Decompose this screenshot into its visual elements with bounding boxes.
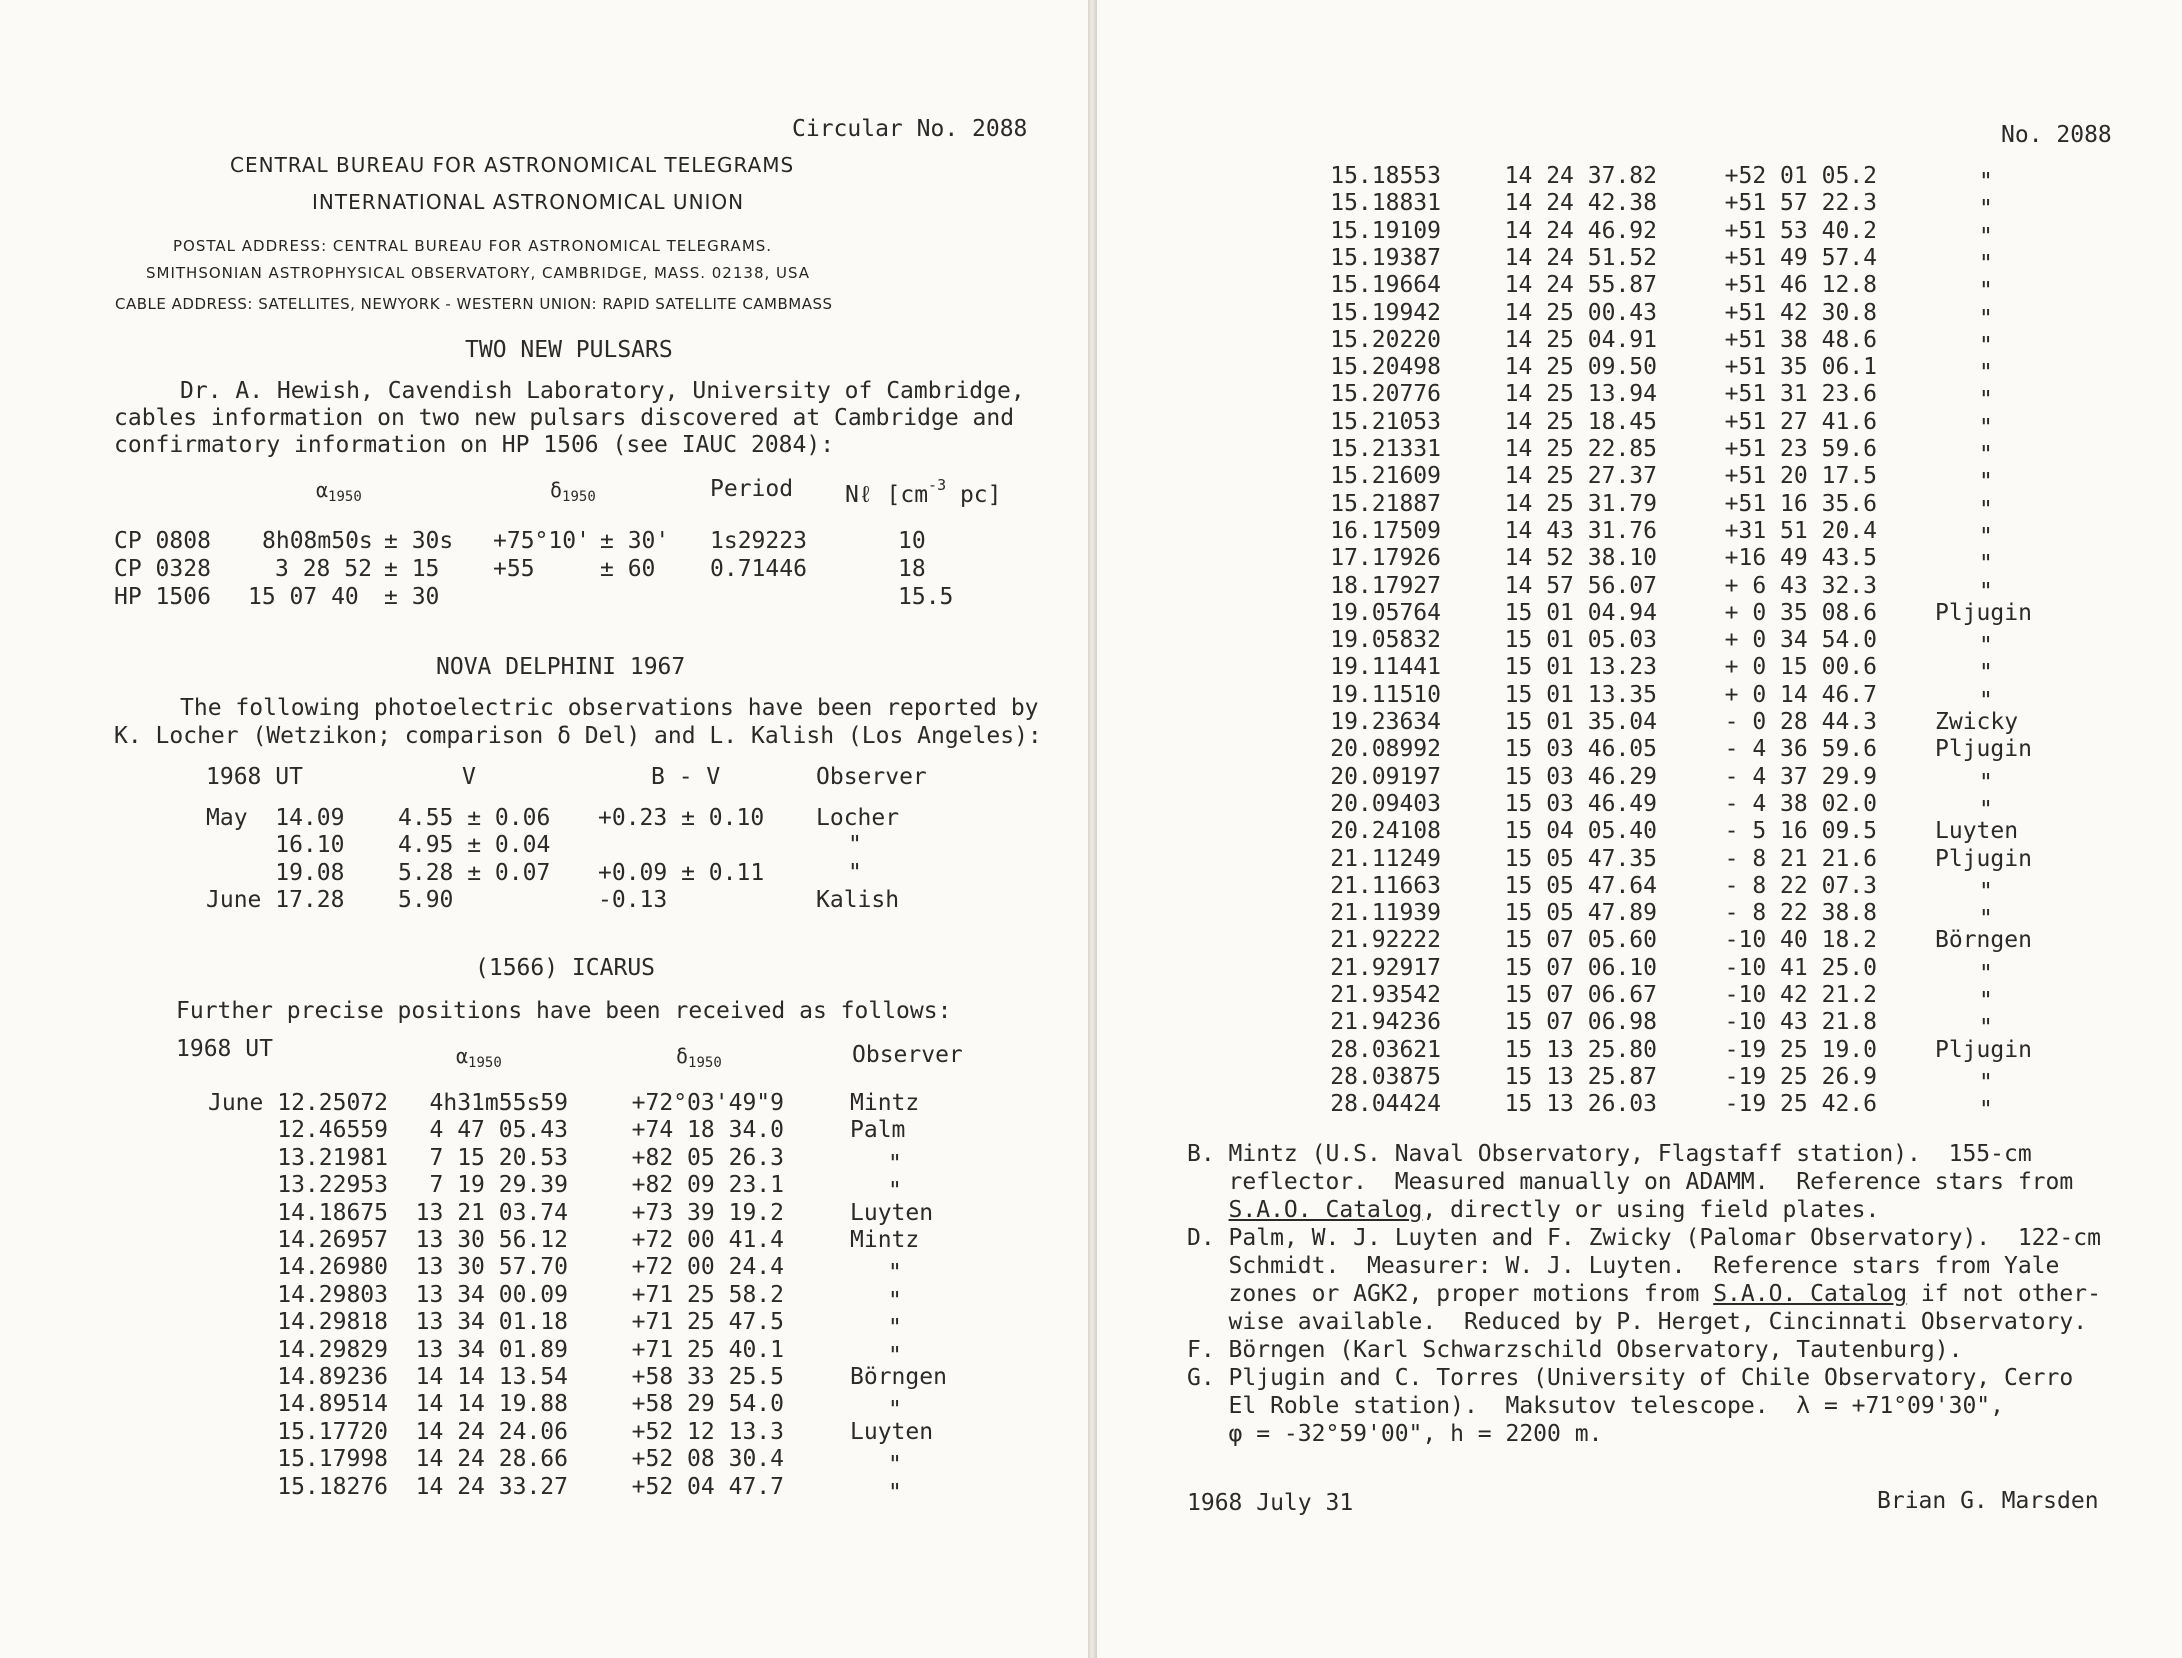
pulsar-ra: 8h08m50s <box>262 528 373 554</box>
icarus-dec: -19 25 26.9 <box>1724 1063 1877 1090</box>
icarus-observer: " <box>888 1260 902 1287</box>
icarus-date: 21.11663 <box>1330 872 1441 899</box>
icarus-date: 21.93542 <box>1330 982 1441 1008</box>
icarus-dec: - 4 38 02.0 <box>1724 790 1877 817</box>
icarus-dec: +16 49 43.5 <box>1724 545 1877 572</box>
icarus-dec: +52 04 47.7 <box>631 1473 784 1500</box>
note-f-line-1: F. Börngen (Karl Schwarzschild Observatory, Tautenburg). <box>1187 1337 1963 1363</box>
icarus-date: 28.03875 <box>1330 1063 1441 1090</box>
icarus-ra: 15 04 05.40 <box>1504 818 1657 845</box>
icarus-observer: " <box>1979 196 1993 223</box>
nova-bv: +0.23 ± 0.10 <box>598 805 765 831</box>
icarus-dec: +71 25 47.5 <box>631 1309 784 1336</box>
nova-v: 4.95 ± 0.04 <box>398 832 551 858</box>
icarus-observer: " <box>1979 1097 1993 1124</box>
nova-bv: +0.09 ± 0.11 <box>598 860 765 886</box>
icarus-dec: +58 33 25.5 <box>631 1364 784 1390</box>
icarus-ra: 15 01 05.03 <box>1504 627 1657 654</box>
icarus-dec: - 8 22 07.3 <box>1724 872 1877 899</box>
icarus-dec: +72°03'49"9 <box>631 1090 784 1116</box>
icarus-dec: +51 57 22.3 <box>1724 190 1877 217</box>
icarus-ra: 13 34 01.89 <box>415 1336 568 1363</box>
icarus-dec: +82 09 23.1 <box>631 1172 784 1199</box>
icarus-dec: +52 12 13.3 <box>631 1418 784 1445</box>
icarus-ra: 14 24 51.52 <box>1504 244 1657 271</box>
icarus-ra: 15 01 13.23 <box>1504 654 1657 681</box>
pulsar-delta-header: $\delta_{1950}$ <box>550 478 596 505</box>
icarus-observer: " <box>1979 250 1993 277</box>
icarus-date: 21.92222 <box>1330 927 1441 954</box>
icarus-observer: " <box>1979 223 1993 250</box>
icarus-ra: 13 34 00.09 <box>415 1281 568 1308</box>
icarus-dec: +51 53 40.2 <box>1724 217 1877 244</box>
icarus-date: 15.20776 <box>1330 381 1441 408</box>
nova-observer: " <box>848 860 862 886</box>
pulsar-dec-error: ± 60 <box>600 556 656 582</box>
icarus-observer: " <box>1979 1015 1993 1042</box>
icarus-date: 15.18553 <box>1330 163 1441 189</box>
pulsar-nl: 18 <box>898 556 926 582</box>
icarus-date: 14.29803 <box>277 1281 388 1308</box>
icarus-date: 28.03621 <box>1330 1036 1441 1063</box>
icarus-ra: 14 24 42.38 <box>1504 190 1657 217</box>
icarus-observer: " <box>1979 442 1993 468</box>
postal-address-line-2: SMITHSONIAN ASTROPHYSICAL OBSERVATORY, CAMBRIDGE, MASS. 02138, USA <box>146 264 811 282</box>
icarus-ra: 14 24 46.92 <box>1504 217 1657 244</box>
icarus-ut-header: 1968 UT <box>176 1036 273 1062</box>
icarus-ra: 15 05 47.35 <box>1504 845 1657 872</box>
icarus-observer: " <box>1979 878 1993 905</box>
icarus-dec: +52 08 30.4 <box>631 1446 784 1473</box>
icarus-ra: 13 30 57.70 <box>415 1254 568 1281</box>
icarus-dec: +31 51 20.4 <box>1724 517 1877 544</box>
icarus-ra: 13 30 56.12 <box>415 1227 568 1253</box>
icarus-date: 14.89514 <box>277 1391 388 1418</box>
pulsar-ra: 3 28 52 <box>275 556 372 582</box>
nova-date: May 14.09 <box>206 805 345 831</box>
icarus-dec: + 6 43 32.3 <box>1724 572 1877 599</box>
icarus-date: 14.26957 <box>277 1227 388 1253</box>
nova-title: NOVA DELPHINI 1967 <box>436 654 686 680</box>
icarus-ra: 14 24 33.27 <box>415 1473 568 1500</box>
icarus-dec: - 8 22 38.8 <box>1724 900 1877 927</box>
icarus-observer: " <box>1979 169 1993 195</box>
icarus-dec: +82 05 26.3 <box>631 1144 784 1171</box>
icarus-date: 19.23634 <box>1330 709 1441 735</box>
icarus-dec: +51 49 57.4 <box>1724 244 1877 271</box>
icarus-observer: Pljugin <box>1935 1036 2032 1063</box>
icarus-dec: +52 01 05.2 <box>1724 163 1877 189</box>
pulsar-dec: +55 <box>493 556 535 582</box>
icarus-ra: 14 25 22.85 <box>1504 436 1657 462</box>
icarus-date: 20.09197 <box>1330 763 1441 790</box>
icarus-ra: 15 07 05.60 <box>1504 927 1657 954</box>
icarus-date: 21.11939 <box>1330 900 1441 927</box>
nova-paragraph-line-1: The following photoelectric observations have been reported by <box>180 695 1039 721</box>
icarus-ra: 4h31m55s59 <box>429 1090 568 1116</box>
icarus-observer: " <box>1979 278 1993 305</box>
note-g-line-1: G. Pljugin and C. Torres (University of Chile Observatory, Cerro <box>1187 1365 2074 1391</box>
icarus-observer: " <box>888 1479 902 1506</box>
icarus-date: 15.18831 <box>1330 190 1441 217</box>
pulsar-dec-error: ± 30' <box>600 528 670 554</box>
nova-observer: " <box>848 832 862 858</box>
pulsar-name: CP 0808 <box>114 528 211 554</box>
icarus-observer: " <box>888 1397 902 1424</box>
nova-bv-header: B - V <box>651 764 721 790</box>
pulsar-name: HP 1506 <box>114 584 211 610</box>
icarus-ra: 14 14 19.88 <box>415 1391 568 1418</box>
note-b-line-1: B. Mintz (U.S. Naval Observatory, Flagstaff station). 155-cm <box>1187 1141 2032 1167</box>
icarus-observer: " <box>888 1287 902 1314</box>
icarus-ra: 13 34 01.18 <box>415 1309 568 1336</box>
icarus-observer: Luyten <box>1935 818 2019 845</box>
icarus-date: 19.05832 <box>1330 627 1441 654</box>
circular-date: 1968 July 31 <box>1187 1490 1354 1516</box>
icarus-observer: " <box>1979 988 1993 1014</box>
icarus-ra: 4 47 05.43 <box>429 1117 568 1144</box>
icarus-observer: Mintz <box>850 1227 920 1253</box>
icarus-observer: " <box>1979 796 1993 823</box>
nova-date: June 17.28 <box>206 887 345 913</box>
icarus-date: 15.19109 <box>1330 217 1441 244</box>
nova-v: 5.90 <box>398 887 454 913</box>
pulsars-paragraph-line-2: cables information on two new pulsars discovered at Cambridge and <box>114 405 1015 431</box>
icarus-date: 15.17998 <box>277 1446 388 1473</box>
note-d-line-3: zones or AGK2, proper motions from S.A.O. Catalog if not other- <box>1187 1281 2101 1307</box>
icarus-dec: +51 46 12.8 <box>1724 272 1877 299</box>
note-d-line-1: D. Palm, W. J. Luyten and F. Zwicky (Palomar Observatory). 122-cm <box>1187 1225 2101 1251</box>
pulsar-alpha-header: $\alpha_{1950}$ <box>316 478 362 505</box>
icarus-dec: -10 41 25.0 <box>1724 954 1877 981</box>
icarus-date: 14.26980 <box>277 1254 388 1281</box>
left-page <box>0 0 1089 1658</box>
icarus-observer: " <box>888 1452 902 1479</box>
pulsar-ra-error: ± 15 <box>384 556 440 582</box>
icarus-ra: 14 57 56.07 <box>1504 572 1657 599</box>
icarus-date: 14.29829 <box>277 1336 388 1363</box>
icarus-observer: Luyten <box>850 1418 934 1445</box>
icarus-date: 15.18276 <box>277 1473 388 1500</box>
icarus-observer: " <box>888 1178 902 1205</box>
icarus-dec: +51 42 30.8 <box>1724 299 1877 326</box>
icarus-date: 14.89236 <box>277 1364 388 1390</box>
icarus-dec: +51 31 23.6 <box>1724 381 1877 408</box>
note-g-line-2: El Roble station). Maksutov telescope. λ = +71°09'30", <box>1187 1393 2004 1419</box>
icarus-ra: 7 15 20.53 <box>429 1144 568 1171</box>
circular-number: Circular No. 2088 <box>792 116 1028 142</box>
icarus-date: 15.21053 <box>1330 408 1441 435</box>
icarus-ra: 14 43 31.76 <box>1504 517 1657 544</box>
icarus-dec: + 0 35 08.6 <box>1724 599 1877 626</box>
bureau-title: CENTRAL BUREAU FOR ASTRONOMICAL TELEGRAMS <box>230 153 795 177</box>
icarus-date: 21.94236 <box>1330 1009 1441 1036</box>
icarus-dec: +71 25 58.2 <box>631 1281 784 1308</box>
icarus-date: 21.92917 <box>1330 954 1441 981</box>
icarus-dec: +72 00 41.4 <box>631 1227 784 1253</box>
icarus-observer: " <box>1979 469 1993 496</box>
postal-address-line-1: POSTAL ADDRESS: CENTRAL BUREAU FOR ASTRONOMICAL TELEGRAMS. <box>173 237 773 255</box>
icarus-date: 19.05764 <box>1330 599 1441 626</box>
icarus-dec: +71 25 40.1 <box>631 1336 784 1363</box>
nova-v: 5.28 ± 0.07 <box>398 860 551 886</box>
icarus-observer: " <box>1979 387 1993 414</box>
icarus-observer: " <box>888 1150 902 1177</box>
pulsar-nl: 15.5 <box>898 584 954 610</box>
icarus-date: 16.17509 <box>1330 517 1441 544</box>
nova-bv: -0.13 <box>598 887 668 913</box>
icarus-date: 15.19664 <box>1330 272 1441 299</box>
icarus-ra: 14 25 31.79 <box>1504 490 1657 517</box>
icarus-date: 15.20220 <box>1330 326 1441 353</box>
icarus-ra: 14 52 38.10 <box>1504 545 1657 572</box>
icarus-observer: Pljugin <box>1935 599 2032 626</box>
icarus-observer: " <box>1979 687 1993 714</box>
icarus-date: 19.11441 <box>1330 654 1441 681</box>
icarus-ra: 15 07 06.10 <box>1504 954 1657 981</box>
icarus-alpha-header: $\alpha_{1950}$ <box>456 1044 502 1071</box>
nova-date: 16.10 <box>206 832 345 858</box>
union-title: INTERNATIONAL ASTRONOMICAL UNION <box>312 190 745 214</box>
icarus-observer: " <box>888 1342 902 1369</box>
signature: Brian G. Marsden <box>1877 1488 2099 1514</box>
icarus-title: (1566) ICARUS <box>475 955 656 981</box>
icarus-observer: " <box>1979 414 1993 441</box>
icarus-date: 15.17720 <box>277 1418 388 1445</box>
icarus-dec: +51 16 35.6 <box>1724 490 1877 517</box>
icarus-date: 12.46559 <box>277 1117 388 1144</box>
icarus-dec: + 0 15 00.6 <box>1724 654 1877 681</box>
icarus-ra: 15 01 13.35 <box>1504 681 1657 708</box>
icarus-ra: 15 05 47.64 <box>1504 872 1657 899</box>
icarus-date: 14.18675 <box>277 1199 388 1226</box>
icarus-dec: +74 18 34.0 <box>631 1117 784 1144</box>
icarus-observer: " <box>1979 496 1993 523</box>
icarus-observer: Mintz <box>850 1090 920 1116</box>
pulsars-paragraph-line-3: confirmatory information on HP 1506 (see IAUC 2084): <box>114 432 835 458</box>
icarus-dec: - 4 36 59.6 <box>1724 736 1877 763</box>
icarus-observer: " <box>1979 523 1993 550</box>
pulsar-period: 0.71446 <box>710 556 807 582</box>
icarus-observer: Pljugin <box>1935 845 2032 872</box>
pulsar-ra-error: ± 30s <box>384 528 454 554</box>
icarus-dec: + 0 14 46.7 <box>1724 681 1877 708</box>
icarus-ra: 15 13 25.87 <box>1504 1063 1657 1090</box>
icarus-date: 14.29818 <box>277 1309 388 1336</box>
icarus-dec: -19 25 19.0 <box>1724 1036 1877 1063</box>
note-b-line-2: reflector. Measured manually on ADAMM. Reference stars from <box>1187 1169 2074 1195</box>
note-d-line-4: wise available. Reduced by P. Herget, Cincinnati Observatory. <box>1187 1309 2088 1335</box>
pulsar-period: 1s29223 <box>710 528 807 554</box>
pulsar-ra-error: ± 30 <box>384 584 440 610</box>
nova-v: 4.55 ± 0.06 <box>398 805 551 831</box>
icarus-dec: +51 20 17.5 <box>1724 463 1877 490</box>
pulsar-nl: 10 <box>898 528 926 554</box>
pulsars-paragraph-line-1: Dr. A. Hewish, Cavendish Laboratory, University of Cambridge, <box>180 378 1025 404</box>
icarus-observer: " <box>1979 578 1993 605</box>
icarus-observer: " <box>1979 1069 1993 1096</box>
icarus-date: 15.21887 <box>1330 490 1441 517</box>
icarus-date: June 12.25072 <box>207 1090 388 1116</box>
nova-v-header: V <box>462 764 476 790</box>
icarus-dec: - 5 16 09.5 <box>1724 818 1877 845</box>
icarus-date: 13.21981 <box>277 1144 388 1171</box>
icarus-date: 15.19942 <box>1330 299 1441 326</box>
pulsar-dec: +75°10' <box>493 528 590 554</box>
icarus-observer: " <box>1979 660 1993 687</box>
nova-ut-header: 1968 UT <box>206 764 303 790</box>
icarus-dec: +51 38 48.6 <box>1724 326 1877 353</box>
icarus-date: 15.21609 <box>1330 463 1441 490</box>
icarus-delta-header: $\delta_{1950}$ <box>676 1044 722 1071</box>
icarus-dec: +51 27 41.6 <box>1724 408 1877 435</box>
icarus-date: 15.20498 <box>1330 354 1441 381</box>
icarus-date: 13.22953 <box>277 1172 388 1199</box>
note-g-line-3: φ = -32°59'00", h = 2200 m. <box>1187 1421 1603 1447</box>
icarus-observer: " <box>1979 551 1993 578</box>
icarus-dec: +51 35 06.1 <box>1724 354 1877 381</box>
icarus-ra: 14 25 09.50 <box>1504 354 1657 381</box>
icarus-dec: - 4 37 29.9 <box>1724 763 1877 790</box>
icarus-dec: +72 00 24.4 <box>631 1254 784 1281</box>
icarus-observer: " <box>1979 769 1993 796</box>
icarus-ra: 14 25 13.94 <box>1504 381 1657 408</box>
nova-observer-header: Observer <box>816 764 927 790</box>
note-d-line-2: Schmidt. Measurer: W. J. Luyten. Reference stars from Yale <box>1187 1253 2060 1279</box>
icarus-dec: -19 25 42.6 <box>1724 1091 1877 1118</box>
icarus-ra: 14 24 55.87 <box>1504 272 1657 299</box>
icarus-ra: 14 25 18.45 <box>1504 408 1657 435</box>
icarus-dec: + 0 34 54.0 <box>1724 627 1877 654</box>
icarus-observer: Luyten <box>850 1199 934 1226</box>
pulsar-nl-header: Nℓ [$cm^{-3}$ pc] <box>845 476 1002 508</box>
icarus-ra: 14 14 13.54 <box>415 1364 568 1390</box>
icarus-date: 15.21331 <box>1330 436 1441 462</box>
right-page <box>1096 0 2182 1658</box>
icarus-observer-header: Observer <box>852 1042 963 1068</box>
icarus-observer: " <box>1979 633 1993 660</box>
icarus-date: 20.09403 <box>1330 790 1441 817</box>
icarus-ra: 14 24 28.66 <box>415 1446 568 1473</box>
icarus-observer: Börngen <box>850 1364 947 1390</box>
icarus-observer: " <box>1979 332 1993 359</box>
icarus-dec: - 8 21 21.6 <box>1724 845 1877 872</box>
icarus-observer: Pljugin <box>1935 736 2032 763</box>
icarus-dec: +73 39 19.2 <box>631 1199 784 1226</box>
page-fold <box>1088 0 1096 1658</box>
icarus-dec: -10 43 21.8 <box>1724 1009 1877 1036</box>
icarus-date: 17.17926 <box>1330 545 1441 572</box>
icarus-ra: 15 07 06.98 <box>1504 1009 1657 1036</box>
pulsar-ra: 15 07 40 <box>248 584 359 610</box>
icarus-observer: " <box>1979 305 1993 332</box>
icarus-date: 21.11249 <box>1330 845 1441 872</box>
pulsar-period-header: Period <box>710 476 794 502</box>
icarus-ra: 15 03 46.49 <box>1504 790 1657 817</box>
icarus-ra: 14 24 37.82 <box>1504 163 1657 189</box>
nova-observer: Locher <box>816 805 900 831</box>
icarus-date: 20.08992 <box>1330 736 1441 763</box>
icarus-ra: 15 13 26.03 <box>1504 1091 1657 1118</box>
icarus-observer: " <box>1979 906 1993 933</box>
icarus-observer: Börngen <box>1935 927 2032 954</box>
icarus-ra: 14 25 04.91 <box>1504 326 1657 353</box>
icarus-observer: Zwicky <box>1935 709 2019 735</box>
icarus-date: 19.11510 <box>1330 681 1441 708</box>
icarus-date: 15.19387 <box>1330 244 1441 271</box>
icarus-observer: " <box>1979 360 1993 387</box>
icarus-observer: " <box>888 1315 902 1342</box>
icarus-dec: +58 29 54.0 <box>631 1391 784 1418</box>
page-number: No. 2088 <box>2001 122 2112 148</box>
icarus-observer: Palm <box>850 1117 906 1144</box>
nova-date: 19.08 <box>206 860 345 886</box>
icarus-dec: -10 40 18.2 <box>1724 927 1877 954</box>
icarus-ra: 15 13 25.80 <box>1504 1036 1657 1063</box>
icarus-dec: +51 23 59.6 <box>1724 436 1877 462</box>
icarus-dec: - 0 28 44.3 <box>1724 709 1877 735</box>
icarus-date: 20.24108 <box>1330 818 1441 845</box>
icarus-paragraph: Further precise positions have been received as follows: <box>176 998 952 1024</box>
icarus-ra: 7 19 29.39 <box>429 1172 568 1199</box>
icarus-date: 18.17927 <box>1330 572 1441 599</box>
icarus-ra: 15 03 46.05 <box>1504 736 1657 763</box>
icarus-ra: 15 07 06.67 <box>1504 982 1657 1008</box>
icarus-ra: 15 05 47.89 <box>1504 900 1657 927</box>
icarus-ra: 14 25 00.43 <box>1504 299 1657 326</box>
icarus-ra: 13 21 03.74 <box>415 1199 568 1226</box>
icarus-ra: 15 01 04.94 <box>1504 599 1657 626</box>
icarus-ra: 14 24 24.06 <box>415 1418 568 1445</box>
icarus-observer: " <box>1979 960 1993 987</box>
icarus-date: 28.04424 <box>1330 1091 1441 1118</box>
icarus-ra: 14 25 27.37 <box>1504 463 1657 490</box>
icarus-dec: -10 42 21.2 <box>1724 982 1877 1008</box>
note-b-line-3: S.A.O. Catalog, directly or using field plates. <box>1228 1197 1880 1223</box>
pulsars-title: TWO NEW PULSARS <box>465 337 673 363</box>
nova-paragraph-line-2: K. Locher (Wetzikon; comparison δ Del) and L. Kalish (Los Angeles): <box>114 723 1042 749</box>
cable-address: CABLE ADDRESS: SATELLITES, NEWYORK - WESTERN UNION: RAPID SATELLITE CAMBMASS <box>115 295 833 313</box>
icarus-ra: 15 03 46.29 <box>1504 763 1657 790</box>
pulsar-name: CP 0328 <box>114 556 211 582</box>
icarus-ra: 15 01 35.04 <box>1504 709 1657 735</box>
nova-observer: Kalish <box>816 887 900 913</box>
